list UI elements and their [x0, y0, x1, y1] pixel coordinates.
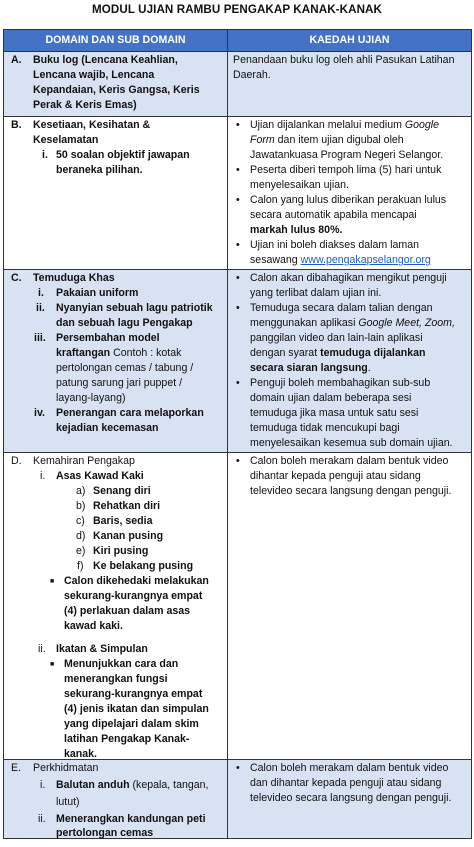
row-c-item-line: layang-layang)	[56, 392, 126, 404]
row-b-kaedah-line: Ujian ini boleh diakses dalam laman	[250, 239, 420, 251]
row-e-item-line: pertolongan cemas	[56, 827, 154, 839]
row-c-domain-title: Temuduga Khas	[33, 272, 115, 284]
row-e-item-number: ii.	[38, 813, 46, 825]
bullet-icon: •	[236, 455, 240, 467]
row-c-kaedah-line: secara siaran langsung.	[250, 362, 371, 374]
row-b-sub-line: beraneka pilihan.	[56, 164, 143, 176]
row-d-domain-title: Kemahiran Pengakap	[33, 455, 135, 467]
row-b-domain-line: Keselamatan	[33, 134, 99, 146]
row-c-kaedah-line: dengan syarat temuduga dijalankan	[250, 347, 426, 359]
row-b-sub-line: 50 soalan objektif jawapan	[56, 149, 190, 161]
bullet-icon: •	[236, 164, 240, 176]
row-c-item-line: patung sarung jari puppet /	[56, 377, 183, 389]
row-c-item-number: ii.	[36, 302, 45, 314]
bullet-icon: •	[236, 194, 240, 206]
row-e-domain-title: Perkhidmatan	[33, 762, 99, 774]
table-row-c	[4, 270, 472, 453]
row-d-kaedah-line: dihantar kepada penguji atau sidang	[250, 470, 421, 482]
square-bullet-icon: ■	[50, 578, 55, 585]
row-b-kaedah-line: Ujian dijalankan melalui medium Google	[250, 119, 440, 131]
square-bullet-icon: ■	[50, 661, 55, 668]
row-d-note-line: sekurang-kurangnya empat	[64, 688, 203, 700]
row-d-letter-label: e)	[76, 545, 86, 557]
row-b-kaedah-line: Form dan item ujian digubal oleh	[250, 134, 404, 146]
row-c-item-line: kraftangan Contoh : kotak	[56, 347, 182, 359]
row-e-letter: E.	[11, 762, 22, 774]
row-b-kaedah-line: sesawang www.pengakapselangor.org	[250, 254, 431, 266]
row-d-note-line: sekurang-kurangnya empat	[64, 590, 203, 602]
row-b-domain-cell	[4, 117, 228, 270]
row-d-kaedah-line: Calon boleh merakam dalam bentuk video	[250, 455, 449, 467]
row-d-letter: D.	[11, 455, 22, 467]
row-e-item-number: i.	[40, 779, 46, 791]
row-d-note-line: latihan Pengakap Kanak-	[64, 733, 190, 745]
row-a-domain-line: Perak & Keris Emas)	[33, 99, 137, 111]
row-b-sub-number: i.	[42, 149, 48, 161]
bullet-icon: •	[236, 302, 240, 314]
row-b-kaedah-line: Peserta diberi tempoh lima (5) hari untuk	[250, 164, 442, 176]
header-kaedah: KAEDAH UJIAN	[228, 30, 472, 52]
row-d-drill-item: Ke belakang pusing	[93, 560, 194, 572]
row-d-kaedah-cell	[228, 453, 472, 760]
row-c-kaedah-line: yang terlibat dalam ujian ini.	[250, 287, 382, 299]
table-header-row	[4, 30, 472, 52]
row-d-letter-label: c)	[76, 515, 85, 527]
row-b-kaedah-cell	[228, 117, 472, 270]
row-c-kaedah-line: Penguji boleh membahagikan sub-sub	[250, 377, 431, 389]
table-row-a	[4, 52, 472, 117]
row-c-item-line: Persembahan model	[56, 332, 160, 344]
bullet-icon: •	[236, 377, 240, 389]
website-link[interactable]: www.pengakapselangor.org	[300, 254, 431, 266]
row-a-kaedah-line: Penandaan buku log oleh ahli Pasukan Latihan	[233, 54, 455, 66]
row-d-domain-cell	[4, 453, 228, 760]
row-c-item-number: i.	[38, 287, 44, 299]
row-a-domain-line: Buku log (Lencana Keahlian,	[33, 54, 178, 66]
row-c-item-line: Pakaian uniform	[56, 287, 139, 299]
page-title: MODUL UJIAN RAMBU PENGAKAP KANAK-KANAK	[92, 3, 382, 16]
row-d-sub-title: Ikatan & Simpulan	[56, 643, 148, 655]
row-d-letter-label: f)	[77, 560, 84, 572]
row-d-note-line: yang dipelajari dalam skim	[64, 718, 199, 730]
table-row-d	[4, 453, 472, 760]
row-c-kaedah-line: domain ujian dalam beberapa sesi	[250, 392, 412, 404]
row-d-drill-item: Baris, sedia	[93, 515, 153, 527]
row-c-item-line: Nyanyian sebuah lagu patriotik	[56, 302, 213, 314]
row-d-letter-label: d)	[76, 530, 86, 542]
row-e-item-line: lutut)	[56, 796, 80, 808]
row-d-note-line: kanak.	[64, 748, 97, 760]
row-e-item-line: Menerangkan kandungan peti	[56, 813, 206, 825]
row-b-kaedah-line: Calon yang lulus diberikan perakuan lulus	[250, 194, 447, 206]
bullet-icon: •	[236, 762, 240, 774]
row-c-kaedah-line: panggilan video dan lain-lain aplikasi	[250, 332, 423, 344]
bullet-icon: •	[236, 272, 240, 284]
row-b-kaedah-line: secara automatik apabila mencapai	[250, 209, 417, 221]
row-d-drill-item: Rehatkan diri	[93, 500, 161, 512]
row-b-letter: B.	[11, 119, 22, 131]
row-d-letter-label: b)	[76, 500, 86, 512]
table-row-e	[4, 760, 472, 839]
exam-module-table	[3, 29, 472, 839]
header-domain: DOMAIN DAN SUB DOMAIN	[4, 30, 228, 52]
row-d-kaedah-line: televideo secara langsung dengan penguji.	[250, 485, 452, 497]
row-c-domain-cell	[4, 270, 228, 453]
row-d-drill-item: Kanan pusing	[93, 530, 164, 542]
row-e-kaedah-line: dan dihantar kepada penguji atau sidang	[250, 777, 442, 789]
row-c-kaedah-line: menggunakan aplikasi Google Meet, Zoom,	[250, 317, 455, 329]
row-c-item-line: dan sebuah lagu Pengakap	[56, 317, 193, 329]
row-d-note-line: (4) perlakuan dalam asas	[64, 605, 191, 617]
row-b-kaedah-line: markah lulus 80%.	[250, 224, 343, 236]
row-d-note-line: kawad kaki.	[64, 620, 123, 632]
row-c-kaedah-line: temuduga jika masa untuk satu sesi	[250, 407, 419, 419]
row-c-item-number: iv.	[34, 407, 45, 419]
row-c-kaedah-line: Calon akan dibahagikan mengikut penguji	[250, 272, 447, 284]
row-d-sub-title: Asas Kawad Kaki	[56, 470, 144, 482]
row-c-item-line: Penerangan cara melaporkan	[56, 407, 204, 419]
row-a-domain-line: Kepandaian, Keris Gangsa, Keris	[33, 84, 200, 96]
row-d-sub-number: ii.	[38, 643, 46, 655]
row-a-letter: A.	[11, 54, 22, 66]
row-d-note-line: Menunjukkan cara dan	[64, 658, 179, 670]
row-e-kaedah-line: Calon boleh merakam dalam bentuk video	[250, 762, 449, 774]
row-c-item-number: iii.	[34, 332, 46, 344]
row-c-kaedah-cell	[228, 270, 472, 453]
row-a-domain-line: Lencana wajib, Lencana	[33, 69, 155, 81]
row-d-sub-number: i.	[40, 470, 46, 482]
row-a-kaedah-cell	[228, 52, 472, 117]
bullet-icon: •	[236, 119, 240, 131]
row-a-kaedah-line: Daerah.	[233, 69, 271, 81]
row-c-kaedah-line: Temuduga secara dalam talian dengan	[250, 302, 433, 314]
row-c-item-line: kejadian kecemasan	[56, 422, 159, 434]
bullet-icon: •	[236, 239, 240, 251]
row-b-domain-line: Kesetiaan, Kesihatan &	[33, 119, 151, 131]
row-d-drill-item: Kiri pusing	[93, 545, 149, 557]
row-d-note-line: menerangkan fungsi	[64, 673, 168, 685]
row-c-kaedah-line: menyelesaikan kesemua sub domain ujian.	[250, 437, 453, 449]
row-e-kaedah-line: televideo secara langsung dengan penguji.	[250, 792, 452, 804]
row-d-note-line: (4) jenis ikatan dan simpulan	[64, 703, 209, 715]
row-d-letter-label: a)	[76, 485, 86, 497]
row-d-drill-item: Senang diri	[93, 485, 151, 497]
row-b-kaedah-line: Jawatankuasa Program Negeri Selangor.	[250, 149, 444, 161]
row-a-domain-cell	[4, 52, 228, 117]
row-e-kaedah-cell	[228, 760, 472, 839]
row-e-domain-cell	[4, 760, 228, 839]
row-b-kaedah-line: menyelesaikan ujian.	[250, 179, 349, 191]
table-row-b	[4, 117, 472, 270]
row-d-note-line: Calon dikehedaki melakukan	[64, 575, 209, 587]
row-c-letter: C.	[11, 272, 22, 284]
row-c-kaedah-line: temuduga tidak mencukupi bagi	[250, 422, 400, 434]
row-e-item-line: Balutan anduh (kepala, tangan,	[56, 779, 209, 791]
row-c-item-line: pertolongan cemas / tabung /	[56, 362, 194, 374]
